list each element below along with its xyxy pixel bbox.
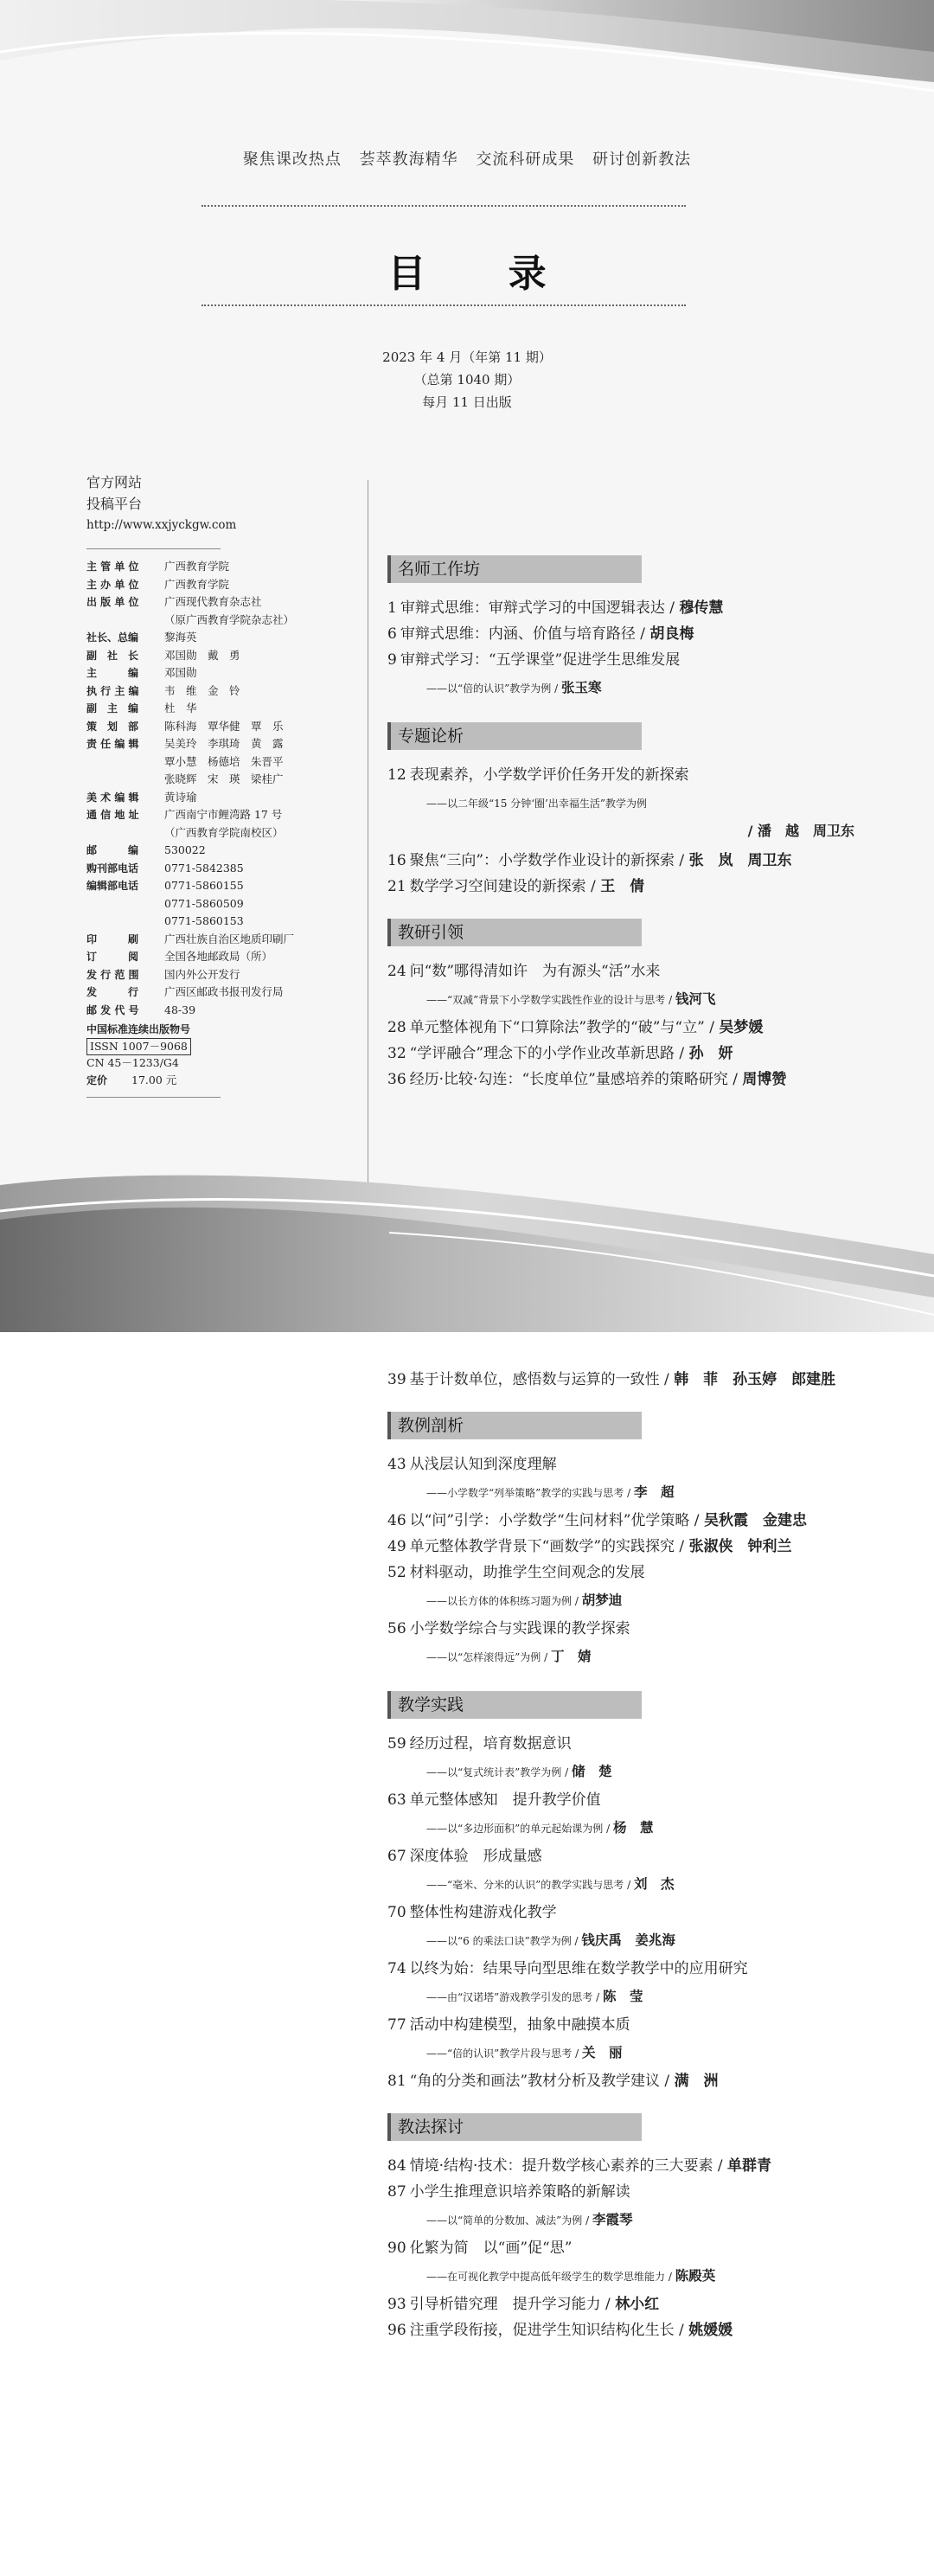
masthead-value: 覃小慧 杨德培 朱晋平 <box>164 754 284 768</box>
article-author: 胡梦迪 <box>581 1592 623 1608</box>
masthead-key: 通 信 地 址 <box>86 809 139 821</box>
article-title: 单元整体教学背景下“画数学”的实践探究 / <box>409 1538 689 1555</box>
article-title: 以“问”引学：小学数学“生问材料”优学策略 / <box>409 1512 704 1529</box>
masthead-value: 广西教育学院 <box>164 560 230 573</box>
price-row <box>86 1071 363 1090</box>
masthead-value: 48-39 <box>164 1003 196 1016</box>
toc-entry[interactable] <box>387 2068 906 2094</box>
page-number: 43 <box>387 1456 406 1473</box>
toc-entry-subtitle[interactable] <box>387 2205 906 2235</box>
masthead-value: （广西教育学院南校区） <box>164 825 284 839</box>
article-author: 周博赞 <box>742 1071 787 1088</box>
masthead-key: 美 术 编 辑 <box>86 791 139 804</box>
toc-entry-subtitle[interactable] <box>387 1813 906 1843</box>
issn-block <box>86 1038 363 1071</box>
page-number: 39 <box>387 1371 406 1388</box>
masthead-key <box>86 913 164 931</box>
masthead-value: 广西教育学院 <box>164 577 230 591</box>
page-number: 81 <box>387 2073 406 2090</box>
toc-entry[interactable] <box>387 2291 906 2317</box>
article-subtitle: ——以“复式统计表”教学为例 / <box>426 1766 572 1778</box>
article-subtitle: ——以“多边形面积”的单元起始课为例 / <box>426 1823 613 1835</box>
article-author: 关 丽 <box>581 2044 623 2060</box>
standard-serial-label: 中国标准连续出版物号 <box>86 1023 191 1035</box>
sidebar-links <box>86 471 363 536</box>
masthead-row <box>86 612 363 630</box>
article-title: 数学学习空间建设的新探索 / <box>409 878 601 895</box>
article-author: 穆传慧 <box>679 599 724 617</box>
page-number: 56 <box>387 1620 406 1637</box>
page-number: 36 <box>387 1071 406 1088</box>
page-number: 32 <box>387 1045 406 1062</box>
price-label: 定价 <box>86 1074 108 1086</box>
dotted-divider <box>202 304 686 306</box>
article-title: “学评融合”理念下的小学作业改革新思路 / <box>409 1045 689 1062</box>
toc-entry[interactable] <box>387 1843 906 1869</box>
toc-entry-subtitle[interactable] <box>387 1477 906 1508</box>
page-number: 6 <box>387 625 397 643</box>
article-title: 材料驱动，助推学生空间观念的发展 <box>409 1564 645 1581</box>
masthead-key: 编辑部电话 <box>86 880 139 892</box>
article-subtitle: ——在可视化教学中提高低年级学生的数学思维能力 / <box>426 2271 675 2283</box>
article-author: 陈 莹 <box>602 1988 643 2004</box>
article-author: 孙 妍 <box>688 1045 733 1062</box>
article-title: 情境·结构·技术：提升数学核心素养的三大要素 / <box>409 2157 727 2175</box>
toc-entry[interactable] <box>387 1367 906 1393</box>
masthead-key: 副 主 编 <box>86 702 139 714</box>
article-author: 钱河飞 <box>675 990 716 1007</box>
issue-date: 2023 年 4 月（年第 11 期） <box>382 349 552 365</box>
toc-entry[interactable] <box>387 1560 906 1586</box>
masthead-row <box>86 931 363 949</box>
submission-platform-link[interactable]: 投稿平台 <box>86 496 143 512</box>
article-author: 张淑侠 钟利兰 <box>688 1538 792 1555</box>
masthead-value: 0771-5842385 <box>164 861 244 875</box>
page-number: 77 <box>387 2016 406 2034</box>
masthead-key: 订 阅 <box>86 951 139 963</box>
article-subtitle: ——“毫米、分米的认识”的教学实践与思考 / <box>426 1879 634 1891</box>
masthead-value: 广西现代教育杂志社 <box>164 595 262 608</box>
article-author: 李 超 <box>633 1483 675 1500</box>
page-number: 96 <box>387 2322 406 2339</box>
article-author: 韩 菲 孙玉婷 郎建胜 <box>674 1371 836 1388</box>
toc-entry[interactable] <box>387 621 906 647</box>
page-number: 74 <box>387 1960 406 1977</box>
toc-entry[interactable] <box>387 1067 906 1093</box>
website-url[interactable]: http://www.xxjyckgw.com <box>86 518 237 532</box>
masthead-value: 黄诗瑜 <box>164 790 197 804</box>
toc-entry-subtitle[interactable] <box>387 1642 906 1672</box>
article-title: 小学数学综合与实践课的教学探索 <box>409 1620 630 1637</box>
masthead-key <box>86 771 164 789</box>
toc-entry[interactable] <box>387 647 906 673</box>
toc-entry-subtitle[interactable] <box>387 788 906 818</box>
masthead-value: 张晓辉 宋 瑛 梁桂广 <box>164 772 284 785</box>
article-author: 姚媛媛 <box>688 2322 733 2339</box>
page-number: 49 <box>387 1538 406 1555</box>
masthead-value: 吴美玲 李琪琦 黄 露 <box>164 737 284 750</box>
article-title: 以终为始：结果导向型思维在数学教学中的应用研究 <box>409 1960 748 1977</box>
toc-entry[interactable] <box>387 2179 906 2205</box>
masthead-row <box>86 860 363 878</box>
masthead-sidebar <box>86 471 363 1098</box>
masthead-key: 社长、总编 <box>86 631 139 644</box>
masthead-key <box>86 753 164 772</box>
article-subtitle: ——“双减”背景下小学数学实践性作业的设计与思考 / <box>426 994 675 1006</box>
article-author: 吴梦媛 <box>719 1019 764 1036</box>
toc-entry[interactable] <box>387 762 906 788</box>
page-number: 59 <box>387 1735 406 1753</box>
toc-entry[interactable] <box>387 2317 906 2343</box>
masthead-row <box>86 682 363 701</box>
masthead-key: 邮 编 <box>86 844 139 856</box>
masthead-key: 主 办 单 位 <box>86 578 139 591</box>
article-author: 张 岚 周卫东 <box>688 852 792 869</box>
article-author: 单群青 <box>726 2157 771 2175</box>
section-header: 教研引领 <box>387 919 642 946</box>
masthead-key <box>86 612 164 630</box>
toc-entry[interactable] <box>387 1956 906 1982</box>
price-value: 17.00 元 <box>131 1073 177 1086</box>
toc-entry-subtitle[interactable] <box>387 1586 906 1616</box>
masthead-value: 530022 <box>164 843 206 856</box>
masthead-value: 韦 维 金 铃 <box>164 683 240 697</box>
page-number: 52 <box>387 1564 406 1581</box>
masthead-rows <box>86 558 363 1019</box>
page-number: 67 <box>387 1848 406 1865</box>
article-title: 引导析错究理 提升学习能力 / <box>409 2296 616 2313</box>
section-header: 名师工作坊 <box>387 555 642 583</box>
article-title: 活动中构建模型，抽象中融摸本质 <box>409 2016 630 2034</box>
masthead-row <box>86 1002 363 1020</box>
slogan-line <box>0 147 934 170</box>
article-title: 深度体验 形成量感 <box>409 1848 542 1865</box>
article-title: 小学生推理意识培养策略的新解读 <box>409 2183 630 2201</box>
toc-column-page2 <box>387 1367 906 2343</box>
article-subtitle: ——小学数学“列举策略”教学的实践与思考 / <box>426 1487 634 1499</box>
toc-entry[interactable] <box>387 1015 906 1041</box>
masthead-key: 策 划 部 <box>86 720 139 733</box>
masthead-key: 出 版 单 位 <box>86 596 139 608</box>
article-subtitle: ——以二年级“15 分钟‘圈’出幸福生活”教学为例 <box>426 798 647 810</box>
masthead-row <box>86 664 363 682</box>
masthead-row <box>86 753 363 772</box>
masthead-row <box>86 842 363 860</box>
toc-entry[interactable] <box>387 595 906 621</box>
section-header: 专题论析 <box>387 722 642 750</box>
toc-entry[interactable] <box>387 1041 906 1067</box>
slogan-1: 聚焦课改热点 <box>242 151 342 169</box>
page-title: 目 录 <box>387 252 581 296</box>
masthead-key <box>86 895 164 913</box>
masthead-value: （原广西教育学院杂志社） <box>164 612 295 626</box>
toc-entry-subtitle[interactable] <box>387 2038 906 2068</box>
page-number: 63 <box>387 1791 406 1809</box>
masthead-key: 副 社 长 <box>86 649 139 662</box>
masthead-row <box>86 824 363 843</box>
masthead-row <box>86 984 363 1002</box>
masthead-key: 印 刷 <box>86 932 139 945</box>
page-number: 87 <box>387 2183 406 2201</box>
masthead-value: 0771-5860509 <box>164 896 244 910</box>
slogan-2: 荟萃教海精华 <box>359 151 458 169</box>
masthead-key: 购刊部电话 <box>86 862 139 875</box>
article-title: 问“数”哪得清如许 为有源头“活”水来 <box>409 963 661 980</box>
masthead-row <box>86 948 363 966</box>
page-number: 93 <box>387 2296 406 2313</box>
page-number: 70 <box>387 1904 406 1921</box>
article-title: 化繁为简 以“画”促“思” <box>409 2240 573 2257</box>
page-number: 28 <box>387 1019 406 1036</box>
article-title: 经历过程，培育数据意识 <box>409 1735 572 1753</box>
article-subtitle: ——由“汉诺塔”游戏教学引发的思考 / <box>426 1991 603 2003</box>
toc-entry[interactable] <box>387 2012 906 2038</box>
section-header: 教法探讨 <box>387 2113 642 2141</box>
toc-entry-subtitle[interactable] <box>387 1757 906 1787</box>
masthead-row <box>86 877 363 895</box>
masthead-row <box>86 806 363 824</box>
toc-entry-subtitle[interactable] <box>387 673 906 703</box>
toc-entry[interactable] <box>387 958 906 984</box>
masthead-row <box>86 789 363 807</box>
toc-entry[interactable] <box>387 1508 906 1534</box>
sidebar-divider <box>86 548 221 549</box>
masthead-key: 执 行 主 编 <box>86 684 139 697</box>
article-title: 表现素养，小学数学评价任务开发的新探索 <box>409 766 689 784</box>
article-subtitle: ——以“6 的乘法口诀”教学为例 / <box>426 1935 582 1947</box>
masthead-row <box>86 895 363 913</box>
masthead-row <box>86 771 363 789</box>
sidebar-divider <box>86 1097 221 1098</box>
issue-schedule: 每月 11 日出版 <box>422 394 512 410</box>
article-title: 单元整体感知 提升教学价值 <box>409 1791 601 1809</box>
article-author: 王 倩 <box>600 878 645 895</box>
section-header: 教例剖析 <box>387 1412 642 1439</box>
article-subtitle: ——“倍的认识”教学片段与思考 / <box>426 2047 582 2060</box>
page-number: 1 <box>387 599 397 617</box>
masthead-key: 发 行 <box>86 986 139 998</box>
masthead-value: 广西壮族自治区地质印刷厂 <box>164 932 295 945</box>
toc-entry-subtitle[interactable] <box>387 1926 906 1956</box>
article-title: 整体性构建游戏化教学 <box>409 1904 557 1921</box>
article-title: 注重学段衔接，促进学生知识结构化生长 / <box>409 2322 689 2339</box>
article-author: 林小红 <box>615 2296 660 2313</box>
masthead-key <box>86 824 164 843</box>
article-author: 陈殿英 <box>675 2267 716 2284</box>
masthead-row <box>86 593 363 612</box>
toc-entry[interactable] <box>387 848 906 874</box>
masthead-row <box>86 966 363 984</box>
page-number: 24 <box>387 963 406 980</box>
masthead-row <box>86 576 363 594</box>
section-header: 教学实践 <box>387 1691 642 1719</box>
cn-number: CN 45－1233/G4 <box>86 1056 179 1069</box>
masthead-row <box>86 647 363 665</box>
article-author: 刘 杰 <box>633 1875 675 1892</box>
article-title: 聚焦“三向”：小学数学作业设计的新探索 / <box>409 852 689 869</box>
masthead-row <box>86 718 363 736</box>
article-title: 经历·比较·勾连：“长度单位”量感培养的策略研究 / <box>409 1071 743 1088</box>
toc-entry[interactable] <box>387 874 906 900</box>
masthead-value: 国内外公开发行 <box>164 967 240 981</box>
masthead-key: 邮 发 代 号 <box>86 1003 139 1016</box>
toc-entry[interactable] <box>387 2153 906 2179</box>
masthead-value: 陈科海 覃华健 覃 乐 <box>164 719 284 733</box>
slogan-4: 研讨创新教法 <box>592 151 692 169</box>
article-title: 审辩式学习：“五学课堂”促进学生思维发展 <box>400 651 681 669</box>
toc-entry[interactable] <box>387 1787 906 1813</box>
article-author: 钱庆禹 姜兆海 <box>581 1932 675 1948</box>
toc-entry[interactable] <box>387 1616 906 1642</box>
masthead-row <box>86 558 363 576</box>
article-author: 储 楚 <box>571 1763 612 1779</box>
toc-entry-subtitle[interactable] <box>387 984 906 1015</box>
masthead-value: 0771-5860155 <box>164 879 244 892</box>
toc-entry-authors[interactable]: / 潘 越 周卫东 <box>747 823 854 839</box>
toc-entry[interactable] <box>387 2235 906 2261</box>
masthead-key: 责 任 编 辑 <box>86 738 139 750</box>
page-number: 12 <box>387 766 406 784</box>
issue-total: （总第 1040 期） <box>413 372 521 388</box>
masthead-value: 广西区邮政书报刊发行局 <box>164 985 284 998</box>
masthead-value: 杜 华 <box>164 702 197 714</box>
page-number: 84 <box>387 2157 406 2175</box>
masthead-row <box>86 735 363 753</box>
masthead-row <box>86 629 363 647</box>
article-subtitle: ——以“倍的认识”教学为例 / <box>426 682 561 695</box>
article-title: 审辩式思维：内涵、价值与培育路径 / <box>400 625 650 643</box>
masthead-value: 全国各地邮政局（所） <box>164 950 273 963</box>
article-subtitle: ——以长方体的体积练习题为例 / <box>426 1595 582 1607</box>
toc-entry[interactable] <box>387 1731 906 1757</box>
masthead-row <box>86 913 363 931</box>
toc-entry[interactable] <box>387 1451 906 1477</box>
article-author: 丁 婧 <box>550 1648 592 1664</box>
masthead-value: 邓国勋 戴 勇 <box>164 648 240 662</box>
article-title: 基于计数单位，感悟数与运算的一致性 / <box>409 1371 675 1388</box>
decorative-bottom-swoosh <box>0 1150 934 1332</box>
page-number: 9 <box>387 651 397 669</box>
slogan-3: 交流科研成果 <box>476 151 575 169</box>
article-title: 审辩式思维：审辩式学习的中国逻辑表达 / <box>400 599 680 617</box>
article-author: 张玉寒 <box>560 679 602 695</box>
masthead-value: 黎海英 <box>164 631 197 644</box>
toc-column-page1 <box>387 536 906 1093</box>
masthead-value: 邓国勋 <box>164 666 197 679</box>
issue-info <box>0 346 934 413</box>
article-subtitle: ——以“简单的分数加、减法”为例 / <box>426 2214 592 2227</box>
toc-page-2 <box>0 1332 934 2576</box>
page-number: 90 <box>387 2240 406 2257</box>
article-author: 杨 慧 <box>612 1819 654 1836</box>
decorative-top-swoosh <box>0 0 934 104</box>
article-author: 李霞琴 <box>592 2211 633 2227</box>
page-number: 21 <box>387 878 406 895</box>
toc-entry-subtitle[interactable] <box>387 1869 906 1900</box>
article-author: 吴秋霞 金建忠 <box>703 1512 807 1529</box>
page-number: 46 <box>387 1512 406 1529</box>
page-number: 16 <box>387 852 406 869</box>
masthead-key: 发 行 范 围 <box>86 968 139 981</box>
masthead-row <box>86 700 363 718</box>
article-subtitle: ——以“怎样滚得远”为例 / <box>426 1651 551 1663</box>
article-author: 胡良梅 <box>649 625 694 643</box>
dotted-divider <box>202 205 686 207</box>
toc-entry[interactable] <box>387 1900 906 1926</box>
toc-entry-subtitle[interactable] <box>387 1982 906 2012</box>
masthead-value: 广西南宁市鲤湾路 17 号 <box>164 808 283 821</box>
masthead-key: 主 管 单 位 <box>86 561 139 573</box>
article-title: 从浅层认知到深度理解 <box>409 1456 557 1473</box>
toc-entry-subtitle[interactable] <box>387 2261 906 2291</box>
article-title: 单元整体视角下“口算除法”教学的“破”与“立” / <box>409 1019 720 1036</box>
toc-entry[interactable] <box>387 1534 906 1560</box>
official-site-link[interactable]: 官方网站 <box>86 474 143 490</box>
issn-number: ISSN 1007－9068 <box>86 1038 191 1055</box>
masthead-key: 主 编 <box>86 667 139 679</box>
article-author: 满 洲 <box>674 2073 719 2090</box>
masthead-value: 0771-5860153 <box>164 914 244 927</box>
article-title: “角的分类和画法”教材分析及教学建议 / <box>409 2073 675 2090</box>
